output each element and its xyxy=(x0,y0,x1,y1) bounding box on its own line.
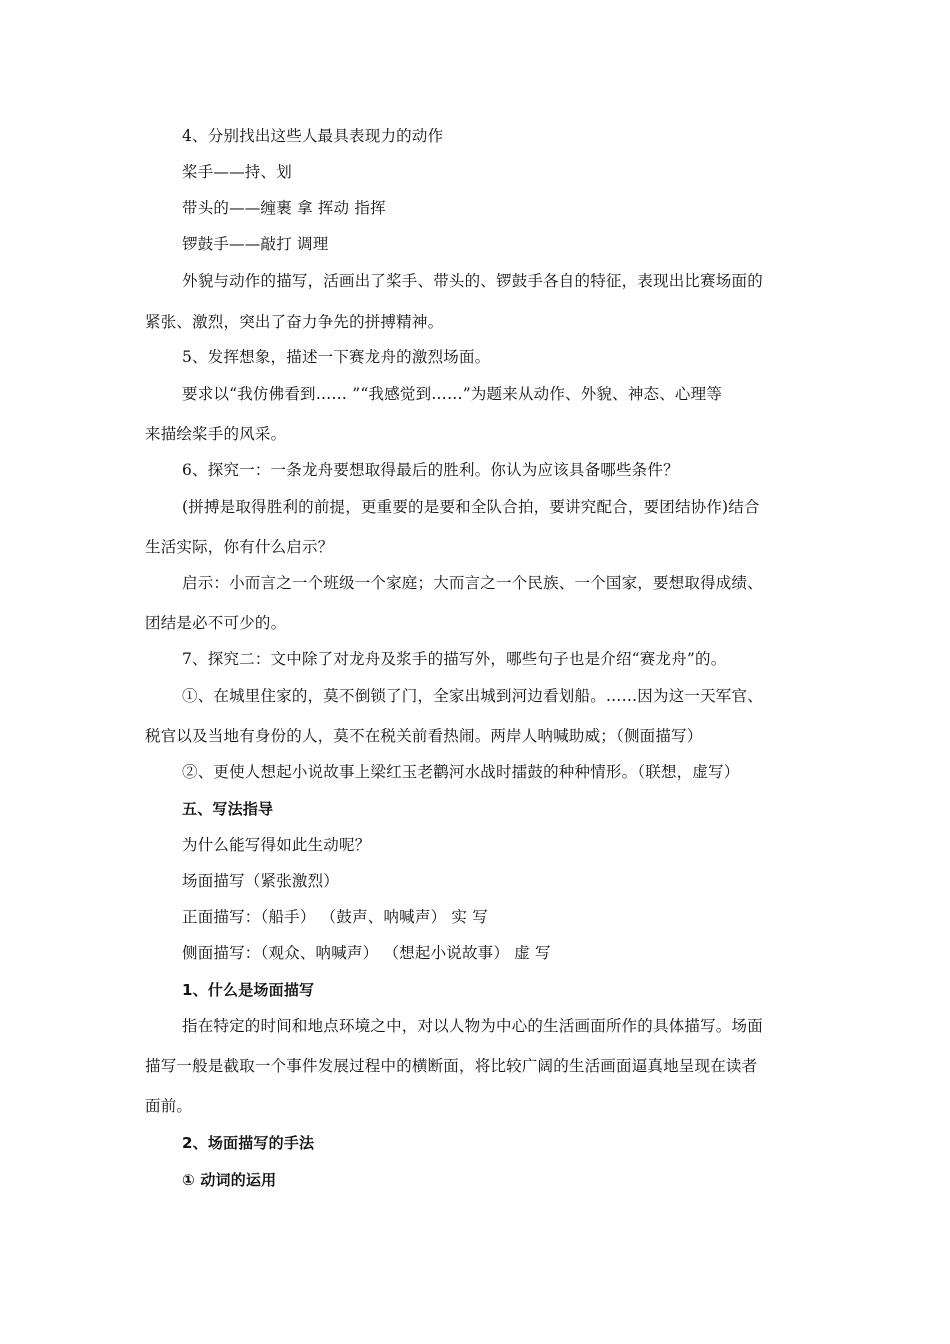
definition-line-3: 面前。 xyxy=(145,1097,193,1115)
requirement-line-1: 要求以“我仿佛看到…… ”“我感觉到……”为题来从动作、外貌、神态、心理等 xyxy=(182,385,723,403)
item-5-heading: 5、发挥想象，描述一下赛龙舟的激烈场面。 xyxy=(182,348,491,366)
direct-description: 正面描写：（船手） （鼓声、呐喊声） 实 写 xyxy=(182,908,488,926)
enlightenment-line-2: 团结是必不可少的。 xyxy=(145,614,287,632)
why-vivid-question: 为什么能写得如此生动呢？ xyxy=(182,836,371,854)
quote-1-line-2: 税官以及当地有身份的人，莫不在税关前看热闹。两岸人呐喊助威；（侧面描写） xyxy=(145,727,703,745)
item-6-answer-line-2: 生活实际，你有什么启示？ xyxy=(145,538,334,556)
requirement-line-2: 来描绘桨手的风采。 xyxy=(145,425,287,443)
paddler-actions: 桨手——持、划 xyxy=(182,163,292,181)
subsection-2-heading: 2、场面描写的手法 xyxy=(182,1134,315,1152)
item-6-answer-line-1: (拼搏是取得胜利的前提，更重要的是要和全队合拍，要讲究配合，要团结协作)结合 xyxy=(182,498,760,516)
paragraph-description-line-1: 外貌与动作的描写，活画出了桨手、带头的、锣鼓手各自的特征，表现出比赛场面的 xyxy=(182,272,763,290)
item-7-heading: 7、探究二：文中除了对龙舟及浆手的描写外，哪些句子也是介绍“赛龙舟”的。 xyxy=(182,650,727,668)
section-5-heading: 五、写法指导 xyxy=(182,800,274,818)
quote-1-line-1: ①、在城里住家的，莫不倒锁了门，全家出城到河边看划船。……因为这一天军官、 xyxy=(182,687,763,705)
definition-line-2: 描写一般是截取一个事件发展过程中的横断面，将比较广阔的生活画面逼真地呈现在读者 xyxy=(145,1057,758,1075)
subsection-1-heading: 1、什么是场面描写 xyxy=(182,981,315,999)
item-4-heading: 4、分别找出这些人最具表现力的动作 xyxy=(182,127,444,145)
item-6-heading: 6、探究一：一条龙舟要想取得最后的胜利。你认为应该具备哪些条件？ xyxy=(182,461,679,479)
definition-line-1: 指在特定的时间和地点环境之中，对以人物为中心的生活画面所作的具体描写。场面 xyxy=(182,1017,763,1035)
enlightenment-line-1: 启示：小而言之一个班级一个家庭；大而言之一个民族、一个国家，要想取得成绩、 xyxy=(182,574,763,592)
technique-1-heading: ① 动词的运用 xyxy=(182,1171,277,1189)
quote-2: ②、更使人想起小说故事上梁红玉老鹳河水战时擂鼓的种种情形。（联想，虚写） xyxy=(182,763,740,781)
scene-description-label: 场面描写（紧张激烈） xyxy=(182,872,340,890)
leader-actions: 带头的——缠裹 拿 挥动 指挥 xyxy=(182,199,386,217)
indirect-description: 侧面描写：（观众、呐喊声） （想起小说故事） 虚 写 xyxy=(182,944,551,962)
paragraph-description-line-2: 紧张、激烈，突出了奋力争先的拼搏精神。 xyxy=(145,313,444,331)
drummer-actions: 锣鼓手——敲打 调理 xyxy=(182,235,329,253)
